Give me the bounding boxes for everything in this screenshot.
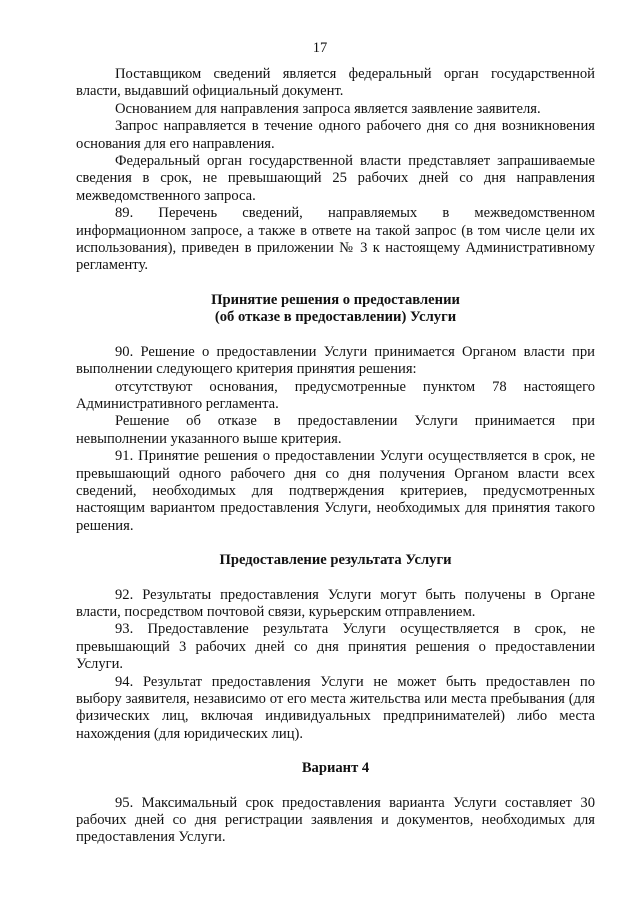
paragraph-92: 92. Результаты предоставления Услуги могут быть получены в Органе власти, посредством почтовой связи, курьерским отправлением. <box>76 586 595 620</box>
page-number: 17 <box>312 40 328 56</box>
paragraph-94: 94. Результат предоставления Услуги не может быть предоставлен по выбору заявителя, независимо от его места жительства или места пребывания (для физических лиц, включая индивидуальных предпринимателей) либо места нахождения (для юридических лиц). <box>76 673 595 742</box>
paragraph-supplier: Поставщиком сведений является федеральный орган государственной власти, выдавший официальный документ. <box>76 66 595 100</box>
paragraph-93: 93. Предоставление результата Услуги осуществляется в срок, не превышающий 3 рабочих дней со дня принятия решения о предоставлении Услуги. <box>76 621 595 673</box>
section-heading-decision <box>76 292 595 327</box>
section-decision-body <box>76 344 595 535</box>
paragraph-90: 90. Решение о предоставлении Услуги принимается Органом власти при выполнении следующего критерия принятия решения: <box>76 343 595 378</box>
section-result-body <box>76 587 595 744</box>
section-heading-variant-4: Вариант 4 <box>301 760 370 777</box>
section-heading-decision-line2: (об отказе в предоставлении) Услуги <box>214 309 457 326</box>
section-heading-result: Предоставление результата Услуги <box>219 552 452 569</box>
paragraph-95: 95. Максимальный срок предоставления варианта Услуги составляет 30 рабочих дней со дня регистрации заявления и документов, необходимых для предоставления Услуги. <box>76 794 595 846</box>
paragraph-request-timing: Запрос направляется в течение одного рабочего дня со дня возникновения основания для его направления. <box>76 118 595 152</box>
paragraph-89: 89. Перечень сведений, направляемых в межведомственном информационном запросе, а также в ответе на такой запрос (в том числе цели их использования), приведен в приложении № 3 к настоящему Административному регламенту. <box>76 205 595 274</box>
section-variant-4-body <box>76 795 595 847</box>
paragraph-response-deadline: Федеральный орган государственной власти представляет запрашиваемые сведения в срок, не превышающий 25 рабочих дней со дня направления межведомственного запроса. <box>76 153 595 204</box>
document-body <box>76 66 595 847</box>
paragraph-request-basis: Основанием для направления запроса является заявление заявителя. <box>115 100 541 117</box>
paragraph-refusal: Решение об отказе в предоставлении Услуги принимается при невыполнении указанного выше критерия. <box>76 413 595 447</box>
paragraph-90-criterion: отсутствуют основания, предусмотренные пунктом 78 настоящего Административного регламента. <box>76 378 595 412</box>
paragraph-91: 91. Принятие решения о предоставлении Услуги осуществляется в срок, не превышающий одного рабочего дня со дня получения Органом власти всех сведений, необходимых для подтверждения критериев, предусмотренных настоящим вариантом предоставления Услуги, необходимых для принятия такого решения. <box>76 448 595 534</box>
section-heading-decision-line1: Принятие решения о предоставлении <box>211 291 460 308</box>
